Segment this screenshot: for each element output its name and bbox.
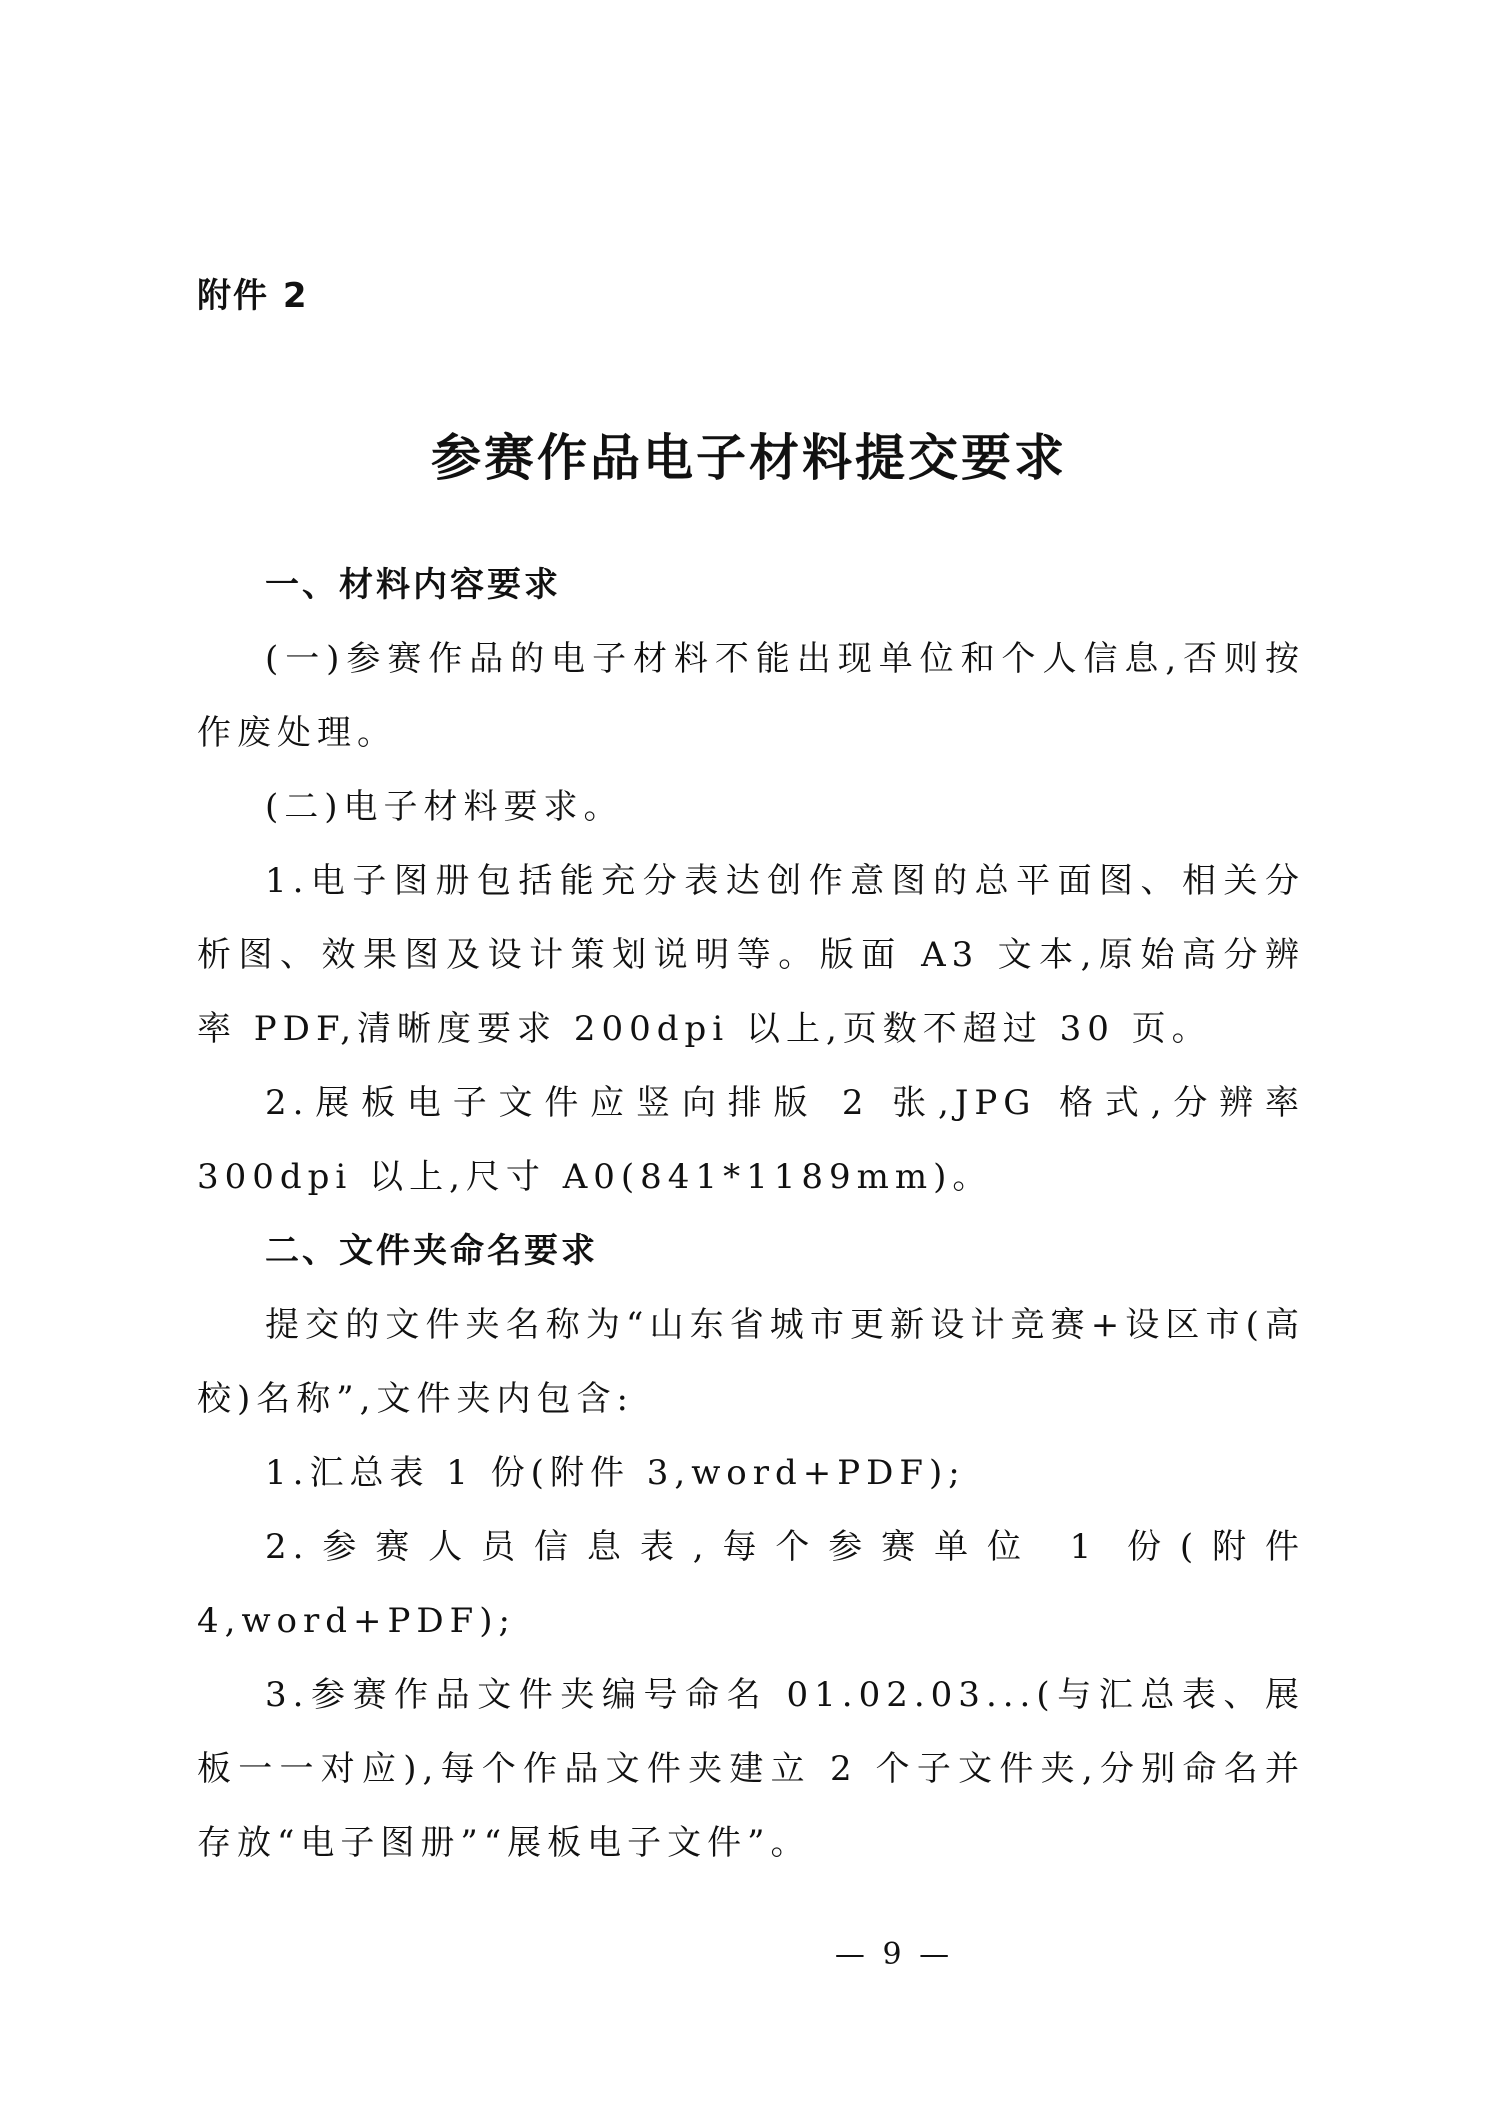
paragraph: (一)参赛作品的电子材料不能出现单位和个人信息,否则按作废处理。 — [197, 639, 1305, 753]
attachment-label: 附件 2 — [197, 276, 309, 316]
section-heading-content: 一、材料内容要求 — [265, 565, 561, 605]
paragraph: 2.参赛人员信息表,每个参赛单位 1 份(附件 4,word+PDF); — [197, 1527, 1305, 1641]
paragraph: 1.汇总表 1 份(附件 3,word+PDF); — [265, 1453, 966, 1493]
page-number: — 9 — — [834, 1937, 954, 1972]
document-title: 参赛作品电子材料提交要求 — [431, 429, 1067, 487]
paragraph: 1.电子图册包括能充分表达创作意图的总平面图、相关分析图、效果图及设计策划说明等。版面 A3 文本,原始高分辨率 PDF,清晰度要求 200dpi 以上,页数不超过 30 页。 — [197, 861, 1305, 1049]
paragraph: (二)电子材料要求。 — [265, 787, 624, 827]
section-heading-folder-naming: 二、文件夹命名要求 — [265, 1231, 598, 1271]
paragraph: 2.展板电子文件应竖向排版 2 张,JPG 格式,分辨率 300dpi 以上,尺寸 A0(841*1189mm)。 — [197, 1083, 1305, 1197]
paragraph: 3.参赛作品文件夹编号命名 01.02.03...(与汇总表、展板一一对应),每个作品文件夹建立 2 个子文件夹,分别命名并存放“电子图册”“展板电子文件”。 — [197, 1675, 1305, 1863]
paragraph: 提交的文件夹名称为“山东省城市更新设计竞赛+设区市(高校)名称”,文件夹内包含: — [197, 1305, 1305, 1419]
document-body — [197, 548, 1305, 1880]
